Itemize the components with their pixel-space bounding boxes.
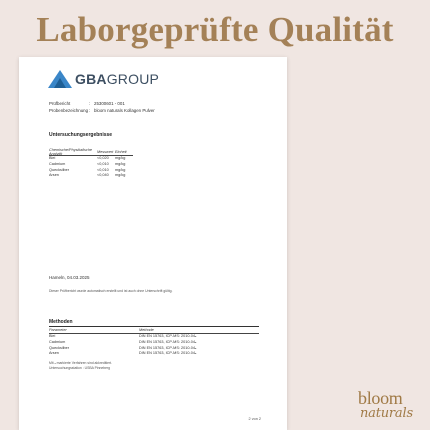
gba-group-logo bbox=[48, 70, 159, 88]
column-header: Messwert bbox=[97, 149, 114, 154]
meta-key: Prüfbericht bbox=[49, 101, 71, 106]
table-cell: mg/kg bbox=[115, 156, 126, 161]
table-cell: Arsen bbox=[49, 351, 59, 356]
table-cell: mg/kg bbox=[115, 167, 126, 172]
logo-prefix: GBA bbox=[75, 71, 107, 87]
table-row bbox=[49, 172, 133, 178]
footnote-line: Mit ₐ markierte Verfahren sind akkreditiert. bbox=[49, 361, 113, 365]
meta-row: Probenbezeichnung : bloom naturals Kollagen Pulver bbox=[49, 107, 155, 113]
footnote bbox=[49, 361, 112, 370]
results-header-row bbox=[49, 149, 133, 156]
table-cell: Quecksilber bbox=[49, 167, 70, 172]
column-header: Einheit bbox=[115, 149, 127, 154]
table-cell: Quecksilber bbox=[49, 345, 70, 350]
meta-key: Probenbezeichnung bbox=[49, 107, 89, 113]
bloom-naturals-logo bbox=[358, 388, 413, 421]
meta-value: 25300601 - 001 bbox=[94, 101, 125, 106]
meta-row: Prüfbericht : 25300601 - 001 bbox=[49, 101, 125, 106]
table-cell: Arsen bbox=[49, 173, 59, 178]
place-date: Hameln, 04.03.2025 bbox=[49, 275, 90, 280]
table-cell: DIN EN 15763, ICP-MS: 2010-04ₐ bbox=[139, 334, 197, 339]
results-title: Untersuchungsergebnisse bbox=[49, 132, 113, 138]
auto-generated-note: Dieser Prüfbericht wurde automatisch erstellt und ist auch ohne Unterschrift gültig. bbox=[49, 289, 173, 293]
column-header: Chemische/Physikalische Analytik bbox=[49, 147, 93, 156]
methods-title: Methoden bbox=[49, 319, 259, 327]
report-meta bbox=[49, 101, 155, 114]
table-cell: <0,020 bbox=[97, 156, 109, 161]
table-row bbox=[49, 161, 133, 167]
results-table bbox=[49, 149, 133, 178]
lab-report-document bbox=[19, 57, 287, 430]
table-cell: <0,010 bbox=[97, 167, 109, 172]
table-cell: mg/kg bbox=[115, 161, 126, 166]
table-row bbox=[49, 156, 133, 162]
methods-section bbox=[49, 319, 259, 356]
column-header: Parameter bbox=[49, 327, 67, 332]
table-cell: Blei bbox=[49, 334, 56, 339]
table-cell: DIN EN 15763, ICP-MS: 2010-04ₐ bbox=[139, 345, 197, 350]
logo-suffix: GROUP bbox=[106, 71, 160, 87]
table-row bbox=[49, 167, 133, 173]
table-cell: <0,010 bbox=[97, 161, 109, 166]
page-headline: Laborgeprüfte Qualität bbox=[36, 10, 394, 49]
table-row bbox=[49, 350, 259, 356]
table-cell: <0,040 bbox=[97, 173, 109, 178]
page-number: 2 von 2 bbox=[248, 417, 261, 421]
table-cell: DIN EN 15763, ICP-MS: 2010-04ₐ bbox=[139, 351, 197, 356]
table-cell: Blei bbox=[49, 156, 56, 161]
column-header: Methode bbox=[139, 327, 154, 332]
methods-header-row bbox=[49, 327, 259, 334]
table-cell: mg/kg bbox=[115, 173, 126, 178]
table-cell: Cadmium bbox=[49, 339, 66, 344]
gba-triangle-icon bbox=[48, 70, 72, 88]
brand-line: bloom bbox=[358, 388, 403, 408]
logo-wordmark bbox=[75, 71, 159, 87]
table-cell: Cadmium bbox=[49, 161, 66, 166]
brand-line: naturals bbox=[360, 406, 413, 421]
footnote-line: Untersuchungsstation : USBA Pinneberg bbox=[49, 365, 111, 370]
meta-value: bloom naturals Kollagen Pulver bbox=[94, 107, 155, 113]
table-cell: DIN EN 15763, ICP-MS: 2010-04ₐ bbox=[139, 339, 197, 344]
